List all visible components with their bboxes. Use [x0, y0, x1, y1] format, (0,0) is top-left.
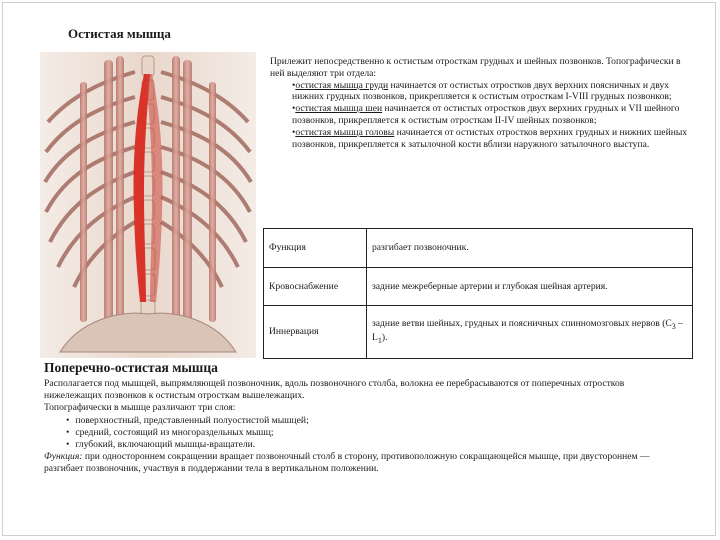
division-name: остистая мышца шеи — [295, 103, 383, 115]
division-name: остистая мышца груди — [295, 79, 389, 91]
location-paragraph: Располагается под мышцей, выпрямляющей позвоночник, вдоль позвоночного столба, волокна ее перебрасываются от поперечных отростков нижележащих позвонков к остистым отросткам вышележащих. — [44, 378, 625, 402]
row-value: задние межреберные артерии и глубокая шейная артерия. — [367, 268, 693, 306]
row-key: Функция — [264, 229, 367, 268]
table-row — [264, 229, 693, 268]
layer-item: • средний, состоящий из многораздельных мышц; — [66, 427, 684, 439]
innervation-range: $(C_3 - L_1)$. — [372, 317, 683, 345]
properties-table — [263, 228, 693, 359]
divisions-list — [270, 80, 690, 151]
division-name: остистая мышца головы — [295, 126, 395, 138]
layers-list — [44, 415, 684, 452]
row-key: Кровоснабжение — [264, 268, 367, 306]
innervation-text: задние ветви шейных, грудных и поясничных спинномозговых нервов — [372, 317, 660, 329]
row-value — [367, 306, 693, 359]
division-text: начинается от остистых отростков двух верхних поясничных и двух нижних грудных позвонков, прикрепляется к остистым отросткам I-VIII грудных позвонков; — [292, 79, 672, 103]
function-paragraph — [44, 451, 684, 475]
table-row — [264, 268, 693, 306]
transversospinalis-description — [44, 378, 684, 476]
table-row — [264, 306, 693, 359]
division-item: •остистая мышца головы начинается от остистых отростков верхних грудных и нижних шейных позвонков, прикрепляется к затылочной кости вблизи наружного затылочного выступа. — [292, 126, 688, 150]
function-text: при одностороннем сокращении вращает позвоночный столб в сторону, противоположную сокращающейся мышце, при двустороннем — разгибает позвоночник, участвуя в поддержании тела в вертикальном положении. — [44, 451, 650, 475]
intro-paragraph: Прилежит непосредственно к остистым отросткам грудных и шейных позвонков. Топографически в ней выделяют три отдела: — [270, 56, 681, 79]
layer-item: • глубокий, включающий мышцы-вращатели. — [66, 439, 684, 451]
layers-intro: Топографически в мышце различают три слоя: — [44, 402, 236, 414]
function-label: Функция: — [44, 451, 83, 463]
division-item: •остистая мышца груди начинается от остистых отростков двух верхних поясничных и двух нижних грудных позвонков, прикрепляется к остистым отросткам I-VIII грудных позвонков; — [292, 79, 672, 103]
row-key: Иннервация — [264, 306, 367, 359]
division-text: начинается от остистых отростков верхних грудных и нижних шейных позвонков, прикрепляется к затылочной кости вблизи наружного затылочного выступа. — [292, 126, 688, 150]
section-title-transversospinalis: Поперечно-остистая мышца — [44, 360, 218, 375]
spinalis-description — [270, 56, 690, 150]
layer-item: • поверхностный, представленный полуостистой мышцей; — [66, 415, 684, 427]
division-text: начинается от остистых отростков двух верхних грудных и VII шейного позвонков, прикрепляется к остистым отросткам II-IV шейных позвонков; — [292, 103, 680, 126]
row-value: разгибает позвоночник. — [367, 229, 693, 268]
division-item: •остистая мышца шеи начинается от остистых отростков двух верхних грудных и VII шейного позвонков, прикрепляется к остистым отросткам II-IV шейных позвонков; — [292, 103, 680, 126]
back-muscles-illustration — [40, 52, 256, 358]
section-title-spinalis: Остистая мышца — [68, 26, 171, 41]
